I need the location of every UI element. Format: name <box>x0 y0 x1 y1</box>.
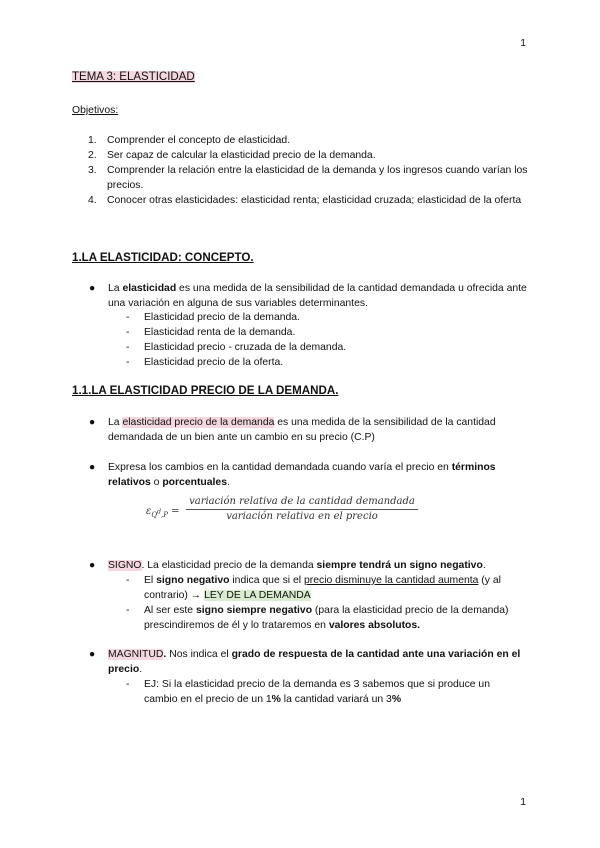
objective-number: 4. <box>88 195 97 206</box>
text-run: (para la elasticidad precio de la demanda) prescindiremos de él y lo trataremos en <box>144 605 509 631</box>
formula-equals: = <box>167 506 180 517</box>
dash: - <box>126 575 130 586</box>
dash: - <box>126 605 130 616</box>
objective-item <box>72 148 532 163</box>
magnitud-subitem <box>126 677 526 707</box>
objective-number: 3. <box>88 165 97 176</box>
bullet-dot: ● <box>89 649 96 660</box>
dash: - <box>126 679 130 690</box>
dash: - <box>126 357 130 368</box>
bullet-dot: ● <box>89 417 96 428</box>
magnitud-label: MAGNITUD <box>108 649 164 660</box>
objectives-label: Objetivos: <box>72 105 119 116</box>
subitem-text: Elasticidad precio de la oferta. <box>144 357 284 368</box>
text-run: la cantidad variará un 3 <box>280 694 392 705</box>
subitem-text <box>144 603 526 633</box>
subitem-text <box>144 677 526 707</box>
bullet-dot: ● <box>89 462 96 473</box>
bold-term: elasticidad <box>122 283 177 294</box>
section1-subitem <box>126 310 526 325</box>
text-run: Expresa los cambios en la cantidad demandada cuando varía el precio en <box>108 462 452 473</box>
bullet-text <box>108 415 529 445</box>
dash: - <box>126 312 130 323</box>
objective-text: Comprender la relación entre la elasticidad de la demanda y los ingresos cuando varían los precios. <box>107 165 528 191</box>
bold-term: términos relativos <box>108 462 496 488</box>
formula-numerator: variación relativa de la cantidad demandada <box>186 496 418 510</box>
bold-term: siempre tendrá un signo negativo <box>316 560 483 571</box>
objective-item <box>72 193 532 208</box>
formula-fraction <box>186 496 418 522</box>
objectives-list <box>72 133 532 208</box>
bold-term: signo negativo <box>156 575 230 586</box>
text-run: El <box>144 575 157 586</box>
text-run: . <box>482 560 486 571</box>
section11-bullet-definition <box>89 415 529 445</box>
text-run: o <box>150 477 163 488</box>
bullet-text <box>108 647 529 677</box>
bold-term: signo siempre negativo <box>195 605 313 616</box>
document-title <box>72 71 195 83</box>
formula-lhs <box>146 506 179 519</box>
page-number-top: 1 <box>520 38 526 49</box>
bold-term: valores absolutos. <box>328 620 421 631</box>
bullet-dot: ● <box>89 560 96 571</box>
section1-subitem <box>126 325 526 340</box>
text-run: . <box>139 664 143 675</box>
underlined-phrase: precio disminuye la cantidad aumenta <box>303 575 479 586</box>
text-run: EJ: Si la elasticidad precio de la demanda es 3 sabemos que si produce un cambio en el precio de un 1 <box>144 679 490 705</box>
section11-bullet-relative <box>89 460 529 490</box>
signo-bullet <box>89 558 529 573</box>
title-text: TEMA 3: ELASTICIDAD <box>72 71 195 83</box>
bold-term: porcentuales <box>162 477 227 488</box>
formula-denominator: variación relativa en el precio <box>226 511 378 522</box>
signo-subitem <box>126 603 526 633</box>
magnitud-bullet <box>89 647 529 677</box>
law-highlight: LEY DE LA DEMANDA <box>204 590 311 601</box>
text-run: Nos indica el <box>166 649 232 660</box>
text-run: indica que si el <box>229 575 304 586</box>
formula-sub: Q <box>151 511 158 519</box>
text-run: La <box>108 283 123 294</box>
text-run: La <box>108 417 123 428</box>
section11-heading: 1.1.LA ELASTICIDAD PRECIO DE LA DEMANDA. <box>72 384 339 397</box>
section1-bullet <box>89 281 529 311</box>
section1-subitem <box>126 355 526 370</box>
dash: - <box>126 327 130 338</box>
text-run: . La elasticidad precio de la demanda <box>141 560 317 571</box>
section1-heading: 1.LA ELASTICIDAD: CONCEPTO. <box>72 251 254 264</box>
objective-number: 2. <box>88 150 97 161</box>
bold-term: grado de respuesta de la cantidad ante una variación en el precio <box>108 649 521 675</box>
formula-epsilon: ε <box>146 506 152 517</box>
objective-item <box>72 163 532 193</box>
section1-subitem <box>126 340 526 355</box>
text-run: es una medida de la sensibilidad de la cantidad demandada u ofrecida ante una variación en alguna de sus variables determinantes. <box>108 283 527 309</box>
signo-label: SIGNO <box>108 560 142 571</box>
objective-text: Ser capaz de calcular la elasticidad precio de la demanda. <box>107 150 376 161</box>
text-run: es una medida de la sensibilidad de la cantidad demandada de un bien ante un cambio en su precio (C.P) <box>108 417 496 443</box>
bold-term: % <box>271 694 281 705</box>
bullet-dot: ● <box>89 283 96 294</box>
objective-text: Conocer otras elasticidades: elasticidad renta; elasticidad cruzada; elasticidad de la oferta <box>107 195 522 206</box>
bold-term: % <box>391 694 402 705</box>
text-run: (y al contrario) → <box>144 575 501 601</box>
objective-text: Comprender el concepto de elasticidad. <box>107 135 291 146</box>
bullet-text <box>108 460 529 490</box>
highlighted-term: elasticidad precio de la demanda <box>122 417 275 428</box>
bullet-text <box>108 558 529 573</box>
text-run: Al ser este <box>144 605 196 616</box>
objective-number: 1. <box>88 135 97 146</box>
formula-sub2: ,P <box>160 511 168 519</box>
page-number-bottom: 1 <box>520 797 526 808</box>
subitem-text: Elasticidad renta de la demanda. <box>144 327 296 338</box>
signo-subitem <box>126 573 526 603</box>
subitem-text <box>144 573 526 603</box>
subitem-text: Elasticidad precio - cruzada de la demanda. <box>144 342 347 353</box>
dash: - <box>126 342 130 353</box>
bullet-text <box>108 281 529 311</box>
bold-term: . <box>163 649 167 660</box>
text-run: . <box>227 477 230 488</box>
subitem-text: Elasticidad precio de la demanda. <box>144 312 300 323</box>
objective-item <box>72 133 532 148</box>
formula-sup: d <box>157 508 161 516</box>
